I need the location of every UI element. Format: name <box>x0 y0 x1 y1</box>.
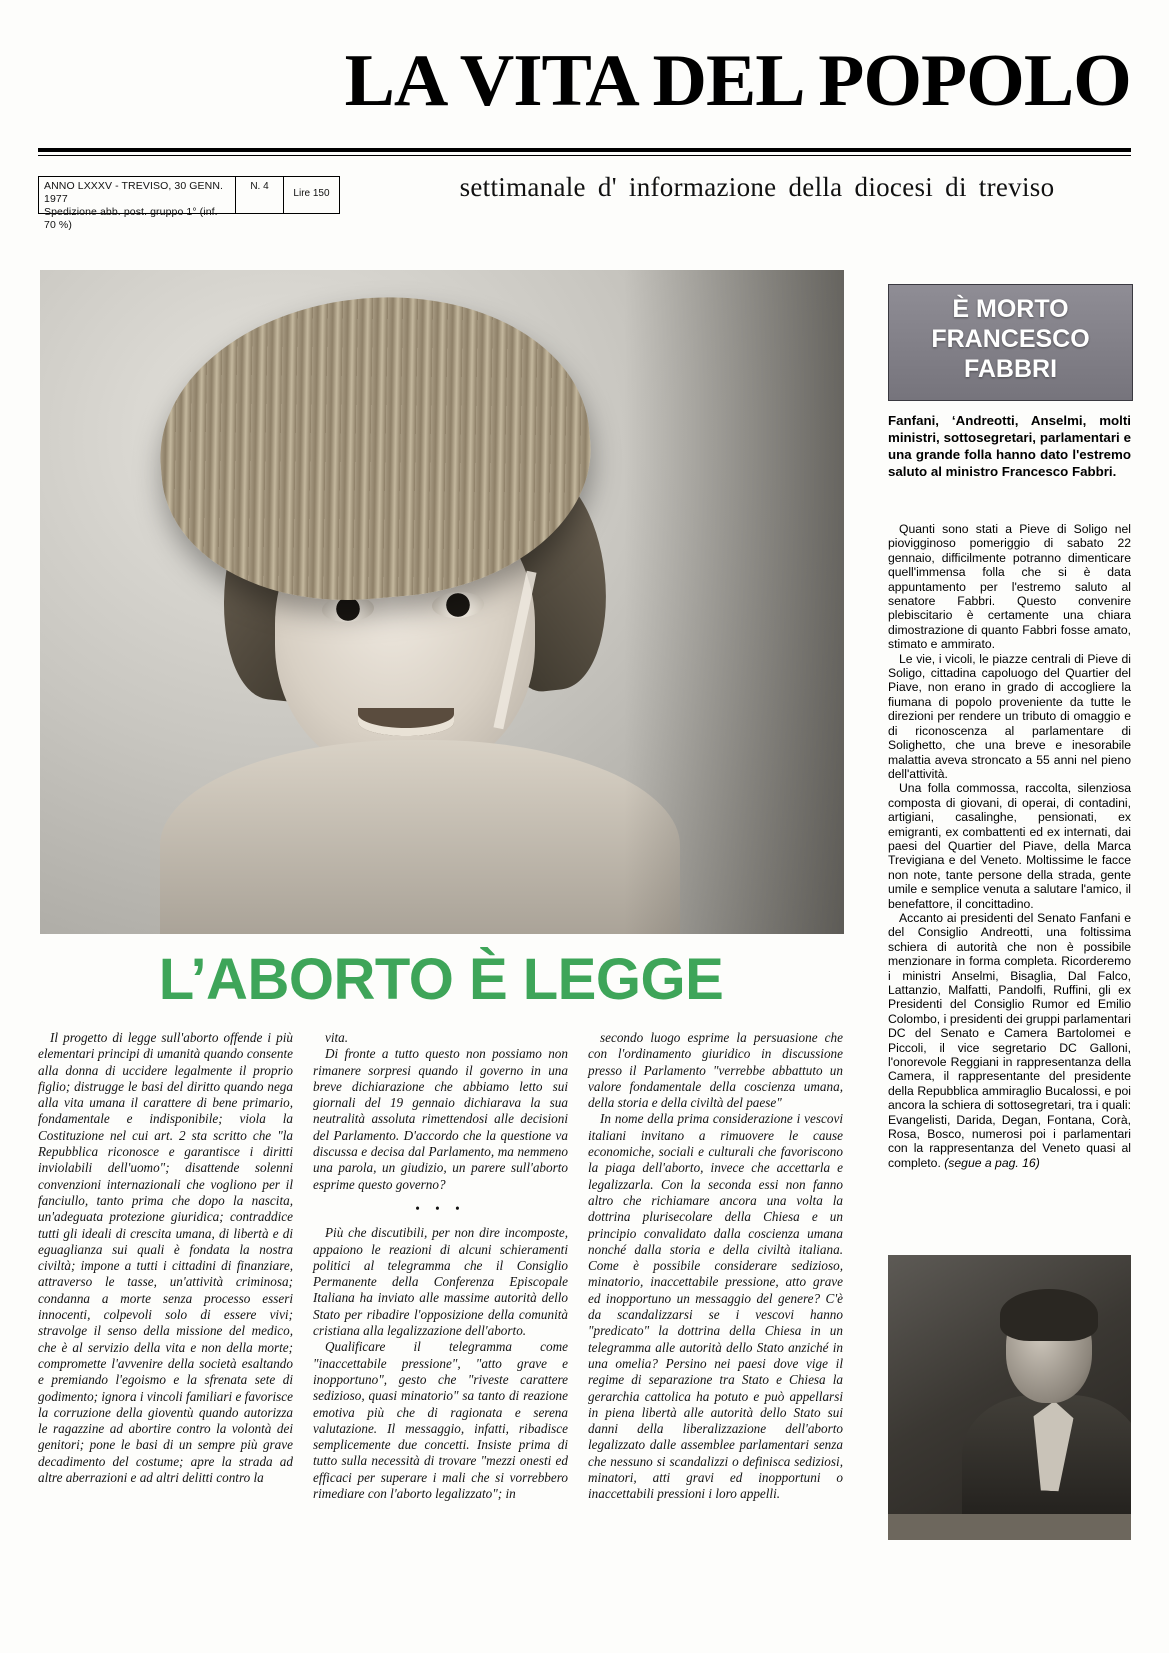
issue-price: Lire 150 <box>293 188 330 199</box>
obituary-title-line2: FRANCESCO <box>931 325 1090 353</box>
masthead-title: LA VITA DEL POPOLO <box>344 40 1131 122</box>
photo-mouth <box>358 708 454 736</box>
obituary-title-line1: È MORTO <box>952 295 1069 323</box>
main-column <box>38 270 844 1610</box>
obituary-title <box>889 285 1132 384</box>
masthead-rule-thick <box>38 148 1131 152</box>
lead-photo-illustration <box>40 270 844 934</box>
lead-article <box>38 1030 844 1610</box>
article-paragraph: Il progetto di legge sull'aborto offende i più elementari principi di umanità quando consente alla donna di uccidere legalmente il proprio figlio; distrugge le basi del diritto quando nega alla vita umana il carattere di bene primario, fondamentale e indisponibile; viola la Costituzione nel cui art. 2 sta scritto che "la Repubblica riconosce e garantisce i diritti inviolabili dell'uomo"; disattende solenni convenzioni internazionali che vogliono per il fanciullo, tanto prima che dopo la nascita, un'adeguata protezione giuridica; contraddice tutti gli ideali di crescita umana, di libertà e di eguaglianza sui quali è fondata la nostra civiltà; impone a tutti i cittadini di finanziare, attraverso le tasse, un'attività criminosa; condanna a morte senza processo esseri innocenti, colpevoli solo di essere vivi; stravolge il senso della missione del medico, che è al servizio della vita e non della morte; compromette l'avvenire della società esaltando e premiando l'egoismo e la sfrenata sete di godimento; ignora i vincoli familiari e favorisce la corruzione della gioventù quando autorizza le ragazzine ad abortire contro la volontà dei genitori; pone le basi di un sempre più grave decadimento del costume; apre la strada ad altre aberrazioni e ad altri delitti contro la <box>38 1030 293 1486</box>
article-column-1 <box>38 1030 293 1610</box>
obituary-title-box <box>888 284 1133 401</box>
obituary-continuation: (segue a pag. 16) <box>944 1155 1040 1170</box>
article-paragraph: Più che discutibili, per non dire incomposte, appaiono le reazioni di alcuni schieramenti politici al telegramma che il Consiglio Permanente della Conferenza Episcopale Italiana ha inviato alle massime autorità dello Stato per ribadire l'opposizione della comunità cristiana alla legalizzazione dell'aborto. <box>313 1225 568 1339</box>
obituary-photo <box>888 1255 1131 1540</box>
obituary-body <box>888 522 1131 1222</box>
obituary-photo-hair <box>1000 1289 1098 1341</box>
article-paragraph: secondo luogo esprime la persuasione che con l'ordinamento giuridico in discussione presso il Parlamento "verrebbe abbattuto un valore fondamentale della coscienza umana, della storia e della civiltà del paese" <box>588 1030 843 1111</box>
article-paragraph: In nome della prima considerazione i vescovi italiani invitano a rimuovere le cause economiche, sociali e culturali che favoriscono la piaga dell'aborto, invece che accettarla e legalizzarla. Con la seconda essi non fanno altro che richiamare ancora una volta la dottrina plurisecolare della Chiesa e un principio convalidato dalla coscienza umana nonché dalla storia e della civiltà italiana. Come è possibile considerare sedizioso, minatorio, inaccettabile pressione, atto grave ed inopportuno un messaggio del genere? C'è da scandalizzarsi se i vescovi hanno "predicato" la dottrina della Chiesa in un telegramma alle autorità dello Stato anziché in una omelia? Persino nei paesi dove vige il regime di separazione tra Stato e Chiesa la gerarchia cattolica ha potuto e può appellarsi in piena libertà alle autorità dello Stato sui danni della liberalizzazione dell'aborto legalizzato dalle assemblee parlamentari senza che nessuno si scandalizzi o definisca sediziosi, minatori, atti gravi ed inopportuni o inaccettabili pressioni i loro appelli. <box>588 1111 843 1502</box>
obituary-paragraph: Quanti sono stati a Pieve di Soligo nel piovigginoso pomeriggio di sabato 22 gennaio, difficilmente potranno dimenticare quell'immensa folla che si è data appuntamento per l'estremo saluto al senatore Fabbri. Questo convenire plebiscitario è certamente una chiara dimostrazione di quanto Fabbri fosse amato, stimato e ammirato. <box>888 522 1131 652</box>
obituary-paragraph <box>888 911 1131 1170</box>
article-paragraph: vita. <box>325 1030 349 1045</box>
lead-photo <box>40 270 844 934</box>
issue-line2: Spedizione abb. post. gruppo 1° (inf. 70 %) <box>44 206 218 231</box>
article-separator: • • • <box>415 1200 466 1216</box>
issue-info-text <box>39 177 235 231</box>
obituary-paragraph-text: Accanto ai presidenti del Senato Fanfani e del Consiglio Andreotti, una foltissima schiera di autorità che non è possibile menzionare in forma completa. Ricorderemo i ministri Anselmi, Bisaglia, Dal Falco, Lattanzio, Malfatti, Pandolfi, Ruffini, gli ex Presidenti del Consiglio Rumor ed Emilio Colombo, i presidenti dei gruppi parlamentari DC del Senato e Camera Bartolomei e Piccoli, il vice segretario DC Galloni, l'onorevole Reggiani in rappresentanza della Camera, il rappresentante del presidente della Repubblica ammiraglio Bucalossi, e poi ancora la schiera di sottosegretari, tra i quali: Evangelisti, Darida, Degan, Fontana, Corà, Rosa, Bosco, numerosi poi i parlamentari con la rappresentanza del Veneto quasi al completo. <box>888 910 1131 1170</box>
photo-child-body <box>160 740 680 934</box>
obituary-photo-desk <box>888 1514 1131 1540</box>
sidebar-column <box>888 270 1131 1610</box>
obituary-lead: Fanfani, ‘Andreotti, Anselmi, molti ministri, sottosegretari, parlamentari e una grande folla hanno dato l'estremo saluto al ministro Francesco Fabbri. <box>888 413 1131 479</box>
issue-number: N. 4 <box>235 177 284 213</box>
obituary-paragraph: Una folla commossa, raccolta, silenziosa composta di giovani, di operai, di contadini, artigiani, casalinghe, pensionati, ex emigranti, ex combattenti ed ex internati, dai paesi del Quartier del Piave, della Marca Trevigiana e del Veneto. Moltissime le facce non note, tante persone della strada, gente umile e semplice venuta a salutare l'amico, il benefattore, il concittadino. <box>888 781 1131 911</box>
obituary-title-line3: FABBRI <box>963 355 1058 383</box>
page-content <box>38 270 1131 1610</box>
subheader <box>38 172 1131 231</box>
page-headline: L’ABORTO È LEGGE <box>158 947 724 1012</box>
masthead <box>38 40 1131 140</box>
issue-info-box <box>38 176 340 231</box>
tagline: settimanale d' informazione della diocesi di treviso <box>459 172 1055 202</box>
article-column-3 <box>588 1030 843 1610</box>
photo-shadow <box>624 270 844 934</box>
article-paragraph: Qualificare il telegramma come "inaccettabile pressione", "atto grave e inopportuno", gesto che "riveste carattere sedizioso, quasi minatorio" sa tanto di reazione emotiva più che di ragionata e serena valutazione. Il messaggio, infatti, ribadisce semplicemente due concetti. Insiste prima di tutto sulla necessità di trovare "mezzi onesti ed efficaci per superare i mali che si vorrebbero rimediare con l'aborto legalizzato"; in <box>313 1339 568 1502</box>
article-paragraph: Di fronte a tutto questo non possiamo non rimanere sorpresi quando il governo in una breve dichiarazione che abbiamo letto sui giornali del 19 gennaio dichiarava la sua neutralità assoluta rimettendosi alle decisioni del Parlamento. D'accordo che la questione va discussa e decisa dal Parlamento, ma nemmeno una parola, un giudizio, un parere sull'aborto esprime questo governo? <box>313 1046 568 1192</box>
masthead-rule-thin <box>38 155 1131 156</box>
article-column-2 <box>313 1030 568 1610</box>
issue-line1: ANNO LXXXV - TREVISO, 30 GENN. 1977 <box>44 180 224 205</box>
obituary-paragraph: Le vie, i vicoli, le piazze centrali di Pieve di Soligo, cittadina capoluogo del Quartier del Piave, non erano in grado di accogliere la fiumana di popolo proveniente da tutte le direzioni per rendere un tributo di omaggio e di riconoscenza al parlamentare di Solighetto, che una breve e inesorabile malattia aveva stroncato a 55 anni nel pieno dell'attività. <box>888 651 1131 781</box>
